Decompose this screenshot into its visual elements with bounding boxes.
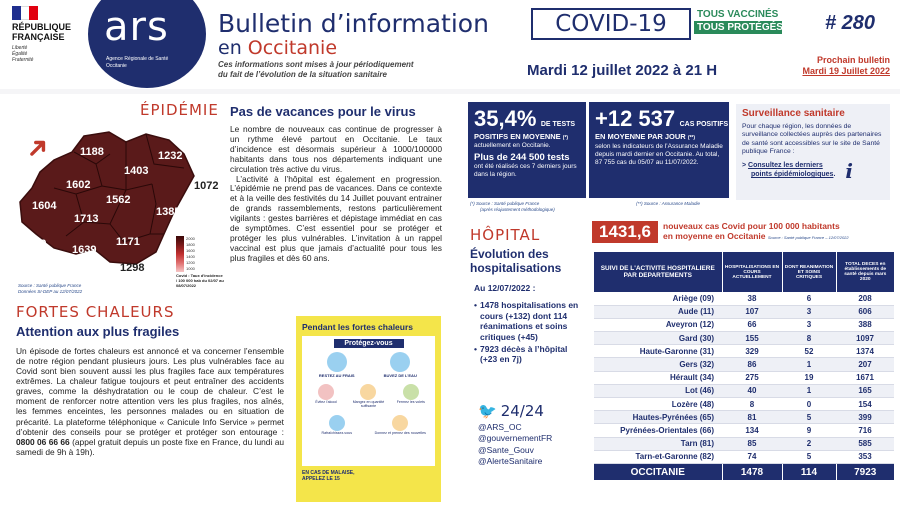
value-cell: 1097 [836,332,894,345]
department-cell: Pyrénées-Orientales (66) [594,424,722,437]
link-suffix: . [833,171,836,179]
incidence-value: 1431,6 [592,221,658,243]
department-cell: Aude (11) [594,305,722,318]
gov-name-line1: RÉPUBLIQUE [12,22,72,32]
incidence-caption [663,222,893,242]
department-cell: Lozère (48) [594,398,722,411]
header [0,0,900,88]
map-value: 1232 [158,150,183,162]
header-divider [0,89,900,94]
map-value: 1639 [72,244,97,256]
table-row [594,292,894,305]
value-cell: 2 [782,437,836,450]
water-bottle-icon [390,352,410,372]
map-value: 1713 [74,213,99,225]
value-cell: 9 [782,424,836,437]
poster-item-label: Rafraîchissez-vous [321,430,353,435]
department-cell: Aveyron (12) [594,318,722,331]
value-cell: 165 [836,384,894,397]
value-cell: 1374 [836,345,894,358]
epidemie-section-title: ÉPIDÉMIE [140,101,219,119]
government-logo [12,6,84,80]
twitter-bird-icon: 🐦 [478,403,497,420]
cases-value: +12 537 [595,106,676,131]
department-cell: Gard (30) [594,332,722,345]
vaccine-badge [694,8,782,34]
heat-poster [296,316,441,502]
value-cell: 716 [836,424,894,437]
table-row [594,424,894,437]
poster-item-label: Mangez en quantité suffisante [352,400,385,408]
legend-gradient [176,236,184,272]
table-row [594,358,894,371]
table-row [594,398,894,411]
poster-item [374,352,426,378]
twitter-handle-link[interactable]: @ARS_OC [478,422,522,432]
value-cell: 1671 [836,371,894,384]
chaleur-body [16,346,284,457]
table-row [594,450,894,463]
source-line: Données SI-DEP au 12/07/2022 [18,288,83,294]
poster-item [391,384,431,409]
value-cell: 353 [836,450,894,463]
footnote: (après réajustement méthodologique) [480,206,555,212]
table-row [594,305,894,318]
cases-desc: selon les indicateurs de l’Assurance Maladie depuis mardi dernier en Occitanie. Au total, 87 755 cas du 05/07 au 11/07/2022. [595,143,723,167]
thermometer-icon [327,352,347,372]
map-legend [176,236,224,288]
legend-tick: 1400 [186,254,195,259]
total-cell: 7923 [854,466,877,478]
footnote: (**) Source : Assurance Maladie [636,201,700,206]
info-icon: i [845,158,854,183]
title-region-name: Occitanie [247,37,338,59]
social-block [478,402,588,468]
value-cell: 8 [722,398,782,411]
poster-item-label: BUVEZ DE L'EAU [383,373,417,378]
epidemie-paragraph: L’activité à l’hôpital est également en progression. L’épidémie ne prend pas de vacances. Dans ce contexte et à la veille des festivités du 14 Juillet pouvant entrainer de grands rassemblements, restons particulièrement vigilants : gestes barrières et dépistage immédiat en cas de symptômes. C’est essentiel pour se protéger et protéger les plus vulnérables. L’invitation à un rappel vaccinal est plus que jamais d’actualité pour tous les plus fragiles et dès 60 ans. [230,173,442,263]
subtitle-line: Ces informations sont mises à jour périodiquement [218,60,414,69]
poster-item [306,384,346,409]
value-cell: 3 [782,318,836,331]
meal-icon [360,384,376,400]
map-value: 1604 [32,200,57,212]
value-cell: 38 [722,292,782,305]
ars-logo [88,0,206,88]
poster-item-label: Évitez l'alcool [315,400,337,404]
table-total-row [594,463,894,480]
ars-sub: Agence Régionale de Santé [106,56,169,62]
department-cell: Tarn (81) [594,437,722,450]
surveillance-body: Pour chaque région, les données de surveillance collectées auprès des partenaires de santé sont accessibles sur le site de Santé publique France : [742,123,882,156]
issue-number: # 280 [825,12,876,34]
subtitle-line: du fait de l’évolution de la situation sanitaire [218,70,387,79]
table-row [594,437,894,450]
department-cell: Haute-Garonne (31) [594,345,722,358]
poster-item-label: Donnez et prenez des nouvelles [374,430,426,435]
table-row [594,384,894,397]
cases-stat-box [589,102,729,198]
incidence-line: nouveaux cas Covid pour 100 000 habitants [663,221,840,231]
value-cell: 208 [836,292,894,305]
tests-stat-box [468,102,586,198]
poster-item [348,384,388,409]
map-value: 1380 [22,238,47,250]
map-value: 1385 [156,206,181,218]
value-cell: 40 [722,384,782,397]
department-cell: Hautes-Pyrénées (65) [594,411,722,424]
marianne-icon [12,6,38,20]
map-value: 1602 [66,179,91,191]
next-date: Mardi 19 Juillet 2022 [802,66,890,77]
source-line: Source : Santé publique France [18,283,82,288]
title-region-prefix: en [218,37,242,59]
map-value: 1562 [106,194,131,206]
poster-item-label: RESTEZ AU FRAIS [318,373,355,378]
epidemio-link[interactable]: points épidémiologiques [751,171,834,179]
table-row [594,332,894,345]
phone-icon [392,415,408,431]
table-row [594,318,894,331]
trend-up-arrow-icon: ➜ [18,128,57,167]
hopital-bullets [474,300,584,365]
department-cell: Lot (46) [594,384,722,397]
tests-desc: actuellement en Occitanie. [474,142,551,149]
hopital-bullet: 1478 hospitalisations en cours (+132) dont 114 réanimations et soins critiques (+45) [479,300,579,342]
ars-logo-text: ars [104,4,169,50]
bullet-dot: • [474,343,477,354]
subtitle [218,60,414,80]
epidemie-headline: Pas de vacances pour le virus [230,104,416,119]
badge-line: TOUS VACCINÉS [694,8,782,21]
hopital-date: Au 12/07/2022 : [474,283,536,293]
value-cell: 0 [782,398,836,411]
value-cell: 81 [722,411,782,424]
poster-item-label: Fermez les volets [396,400,425,404]
value-cell: 275 [722,371,782,384]
chaleur-section-title: FORTES CHALEURS [16,303,175,321]
tests-count-desc: ont été réalisés ces 7 derniers jours dans la région. [474,163,577,178]
surveillance-title: Surveillance sanitaire [742,108,845,119]
title-region [218,37,337,59]
page-title [218,9,489,38]
chaleur-headline: Attention aux plus fragiles [16,324,180,339]
value-cell: 66 [722,318,782,331]
social-title: 24/24 [500,402,544,420]
map-value: 1298 [120,262,145,274]
table-header: SUIVI DE L'ACTIVITE HOSPITALIERE PAR DEPARTEMENTS [594,252,722,292]
value-cell: 52 [782,345,836,358]
poster-subtitle: Protégez-vous [334,339,404,348]
legend-tick: 2000 [186,236,195,241]
poster-title: Pendant les fortes chaleurs [302,322,414,332]
gov-motto: Égalité [12,50,28,57]
value-cell: 585 [836,437,894,450]
poster-item [311,352,363,378]
table-header-row [594,252,894,292]
poster-footer: APPELEZ LE 15 [302,476,340,482]
tests-count: Plus de 244 500 tests [474,152,570,163]
value-cell: 5 [782,411,836,424]
value-cell: 8 [782,332,836,345]
link-prefix: > [742,161,747,169]
legend-tick: 1800 [186,242,195,247]
value-cell: 3 [782,305,836,318]
tests-label: POSITIFS EN MOYENNE [474,132,561,141]
value-cell: 1 [782,358,836,371]
poster-item [374,415,426,436]
poster-footer: EN CAS DE MALAISE, [302,470,355,476]
bullet-dot: • [474,300,477,310]
twitter-handle-link[interactable]: @gouvernementFR [478,433,553,444]
value-cell: 207 [836,358,894,371]
next-bulletin [780,55,890,78]
covid-box: COVID-19 [531,8,691,40]
value-cell: 85 [722,437,782,450]
cases-label: EN MOYENNE PAR JOUR [595,132,686,141]
badge-line: TOUS PROTÉGÉS [694,21,782,34]
value-cell: 388 [836,318,894,331]
value-cell: 19 [782,371,836,384]
department-cell: Hérault (34) [594,371,722,384]
poster-item [311,415,363,436]
hospital-table [594,252,894,480]
footnote-mark: (**) [687,135,696,141]
footnote: (*) Source : Santé publique France [470,201,540,206]
incidence-line: en moyenne en Occitanie [663,230,766,241]
value-cell: 86 [722,358,782,371]
value-cell: 154 [836,398,894,411]
cases-unit: CAS POSITIFS [679,121,729,128]
total-cell: 1478 [722,463,782,480]
table-row [594,345,894,358]
gov-name-line2: FRANÇAISE [12,31,65,42]
map-value: 1171 [116,236,140,248]
hopital-headline-line: Évolution des [470,247,549,261]
department-cell: Gers (32) [594,358,722,371]
map-source [18,283,82,294]
hopital-headline [470,248,561,276]
total-cell: 114 [782,463,836,480]
shutters-icon [403,384,419,400]
incidence-source: Source : Santé publique France – 12/07/2022 [767,234,849,240]
table-row [594,371,894,384]
epidemie-paragraph: Le nombre de nouveaux cas continue de progresser à un rythme élevé partout en Occitanie. Le taux d’incidence est désormais supérieur à 1000/100000 habitants dans tous nos départements indiquant une circulation très active du virus. [230,124,442,174]
surveillance-box [736,104,890,200]
gov-motto: Fraternité [12,56,34,63]
map-value: 1072 [194,180,219,192]
canicule-phone: 0800 06 66 66 [16,436,70,447]
value-cell: 74 [722,450,782,463]
shower-icon [329,415,345,431]
value-cell: 329 [722,345,782,358]
tests-value: 35,4% [474,106,537,131]
next-label: Prochain bulletin [816,55,890,65]
hopital-headline-line: hospitalisations [470,260,562,275]
value-cell: 399 [836,411,894,424]
stats-footnotes [470,201,740,213]
twitter-handle-link[interactable]: @Sante_Gouv [478,444,534,455]
legend-tick: 1600 [186,248,195,253]
title-prefix: Bulletin d’information [218,9,489,38]
total-label: OCCITANIE [594,463,722,480]
value-cell: 1 [782,384,836,397]
legend-tick: 1000 [186,266,195,271]
epidemie-body [230,125,442,264]
table-header: HOSPITALISATIONS EN COURS ACTUELLEMENT [722,252,782,292]
legend-caption: Covid : Taux d'incidence / 100 000 hab du 02/07 au 08/07/2022 [176,273,224,288]
value-cell: 107 [722,305,782,318]
twitter-handle-link[interactable]: @AlerteSanitaire [478,456,543,467]
department-cell: Tarn-et-Garonne (82) [594,450,722,463]
ars-sub: Occitanie [106,63,127,69]
chaleur-text-end: (appel gratuit depuis un poste fixe en France, du lundi au samedi de 9h à 19h). [16,436,285,457]
value-cell: 155 [722,332,782,345]
gov-motto: Liberté [12,44,28,51]
hopital-bullet: 7923 décès à l’hôpital (+23 en 7j) [479,343,568,365]
department-cell: Ariège (09) [594,292,722,305]
table-header: DONT REANIMATION ET SOINS CRITIQUES [782,252,836,292]
no-alcohol-icon [318,384,334,400]
value-cell: 6 [782,292,836,305]
legend-tick: 1200 [186,260,195,265]
value-cell: 5 [782,450,836,463]
tests-unit: DE TESTS [540,121,576,128]
chaleur-text: Un épisode de fortes chaleurs est annoncé et va concerner l’ensemble de notre région pendant plusieurs jours. Les plus vulnérables face au Covid sont bien souvent aussi les plus fragiles face aux températures extrêmes. La chaleur fatigue toujours et peut entraîner des accidents graves, comme la déshydratation ou le coup de chaleur. C’est le moment de renforcer notre attention vers les plus fragiles, nos aînés, les femmes enceintes, les personnes malades ou en situation de précarité. La plateforme téléphonique « Canicule Info Service » permet d’obtenir des conseils pour se protéger et protéger son entourage : [16,346,284,437]
map-value: 1403 [124,165,149,177]
footnote-mark: (*) [562,135,569,141]
bulletin-date: Mardi 12 juillet 2022 à 21 H [527,62,718,79]
map-value: 1188 [80,146,104,158]
value-cell: 134 [722,424,782,437]
epidemio-link[interactable]: Consultez les derniers [748,161,823,169]
value-cell: 606 [836,305,894,318]
table-header: TOTAL DECES en établissements de santé depuis mars 2020 [844,262,887,282]
table-row [594,411,894,424]
hopital-section-title: HÔPITAL [470,226,541,244]
